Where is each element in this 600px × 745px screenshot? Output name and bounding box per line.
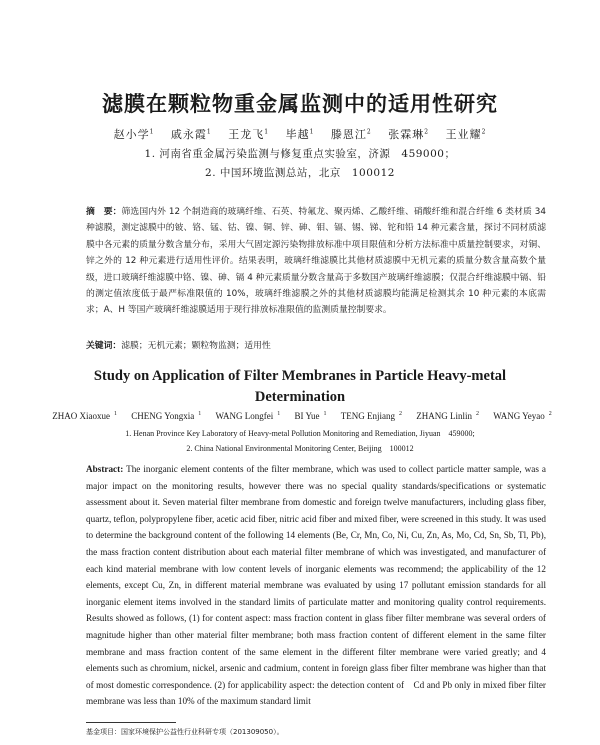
abstract-en-text: The inorganic element contents of the filter membrane, which was used to collect particle matter sample, was a major impact on the monitoring results, however there was no special quality standards/specifications or systematic assessment about it. Seven material filter membrane from domestic and foreign twelve manufacturers, including glass fiber, quartz, teflon, polypropylene fiber, acetic acid fiber, nitric acid fiber and mixed fiber, were screened in this study. It was used to determine the background content of the following 14 elements (Be, Cr, Mn, Co, Ni, Cu, Zn, As, Mo, Cd, Sn, Sb, Tl, Pb), the mass fraction content distribution about each material filter membrane of which was investigated, and manufacturer of each kind material membrane with low content levels of inorganic elements was recommend; the applicability of the 12 elements, except Cu, Zn, in different material membrane was evaluated by using 17 pollutant emission standards for all inorganic element items involved in the standard limits of particulate matter and monitoring quality control requirements. Results showed as follows, (1) for content aspect: mass fraction content in glass fiber filter membrane was several orders of magnitude higher than other material filter membrane; both mass fraction content of different element in the same filter membrane and mass fraction content of the same element in the different filter membrane were varied greatly; and 4 elements such as chromium, nickel, arsenic and cadmium, content in foreign glass fiber filter membrane was higher than that of most domestic correspondence. (2) for applicability aspect: the detection content of Cd and Pb only in mixed fiber filter membrane was less than 10% of the maximum standard limit bbox=[86, 464, 546, 707]
affiliation-en-1: 1. Henan Province Key Laboratory of Heavy-metal Pollution Monitoring and Remediation, Jiyuan 459000; bbox=[125, 429, 475, 438]
author-en: TENG Enjiang $^2$ bbox=[340, 411, 402, 421]
author-cn: 张霖琳$^2$ bbox=[388, 128, 430, 141]
abstract-en bbox=[86, 461, 546, 710]
keywords-cn bbox=[86, 338, 546, 351]
paper-title-en bbox=[0, 366, 600, 408]
author-cn: 赵小学$^1$ bbox=[113, 128, 155, 141]
abstract-en-label: Abstract: bbox=[86, 464, 124, 474]
paper-title-en-line1: Study on Application of Filter Membranes in Particle Heavy-metal bbox=[93, 368, 507, 384]
author-en: CHENG Yongxia $^1$ bbox=[131, 411, 202, 421]
author-list-en bbox=[0, 411, 600, 421]
author-cn: 毕越$^1$ bbox=[285, 128, 315, 141]
author-cn: 王龙飞$^1$ bbox=[228, 128, 270, 141]
author-cn: 王业耀$^2$ bbox=[445, 128, 487, 141]
keywords-cn-text: 滤膜；无机元素；颗粒物监测；适用性 bbox=[121, 341, 271, 351]
affiliation-en-2: 2. China National Environmental Monitoring Center, Beijing 100012 bbox=[186, 444, 414, 453]
author-en: ZHANG Linlin $^2$ bbox=[416, 411, 479, 421]
author-en: BI Yue $^1$ bbox=[294, 411, 327, 421]
abstract-cn-label: 摘 要： bbox=[86, 207, 122, 217]
affiliation-cn-2: 2. 中国环境监测总站，北京 100012 bbox=[205, 167, 395, 179]
footnote-funding: 基金项目：国家环境保护公益性行业科研专项（201309050）。 bbox=[86, 728, 284, 736]
author-cn: 戚永霞$^1$ bbox=[170, 128, 212, 141]
affiliation-cn-1: 1. 河南省重金属污染监测与修复重点实验室，济源 459000； bbox=[144, 148, 456, 160]
keywords-cn-label: 关键词： bbox=[86, 341, 122, 351]
author-en: WANG Yeyao $^2$ bbox=[493, 411, 552, 421]
author-en: ZHAO Xiaoxue $^1$ bbox=[52, 411, 118, 421]
footnote-divider bbox=[86, 722, 176, 723]
abstract-cn-text: 筛选国内外 12 个制造商的玻璃纤维、石英、特氟龙、聚丙烯、乙酸纤维、硝酸纤维和混合纤维 6 类材质 34 种滤膜，测定滤膜中的铍、铬、锰、钴、镍、铜、锌、砷、钼、镉、锡、锑、铊和铅 14 种元素含量，探讨不同材质滤膜中各元素的质量分数含量分布，采用大气固定源污染物排放标准中项目限值和分析方法标准中质量控制要求，对铜、锌之外的 12 种元素进行适用性评价。结果表明，玻璃纤维滤膜比其他材质滤膜中无机元素的质量分数含量高数个量级，进口玻璃纤维滤膜中铬、镍、砷、镉 4 种元素质量分数含量高于多数国产玻璃纤维滤膜；仅混合纤维滤膜中镉、铅的测定值浓度低于最严标准限值的 10%，玻璃纤维滤膜之外的其他材质滤膜均能满足检测其余 10 种元素的本底需求；A、H 等国产玻璃纤维滤膜适用于现行排放标准限值的监测质量控制要求。 bbox=[86, 207, 546, 316]
author-en: WANG Longfei $^1$ bbox=[215, 411, 281, 421]
paper-title-en-line2: Determination bbox=[254, 389, 346, 405]
author-cn: 滕恩江$^2$ bbox=[330, 128, 372, 141]
author-list-cn bbox=[0, 126, 600, 142]
paper-title-cn: 滤膜在颗粒物重金属监测中的适用性研究 bbox=[102, 91, 498, 116]
abstract-cn bbox=[86, 204, 546, 319]
